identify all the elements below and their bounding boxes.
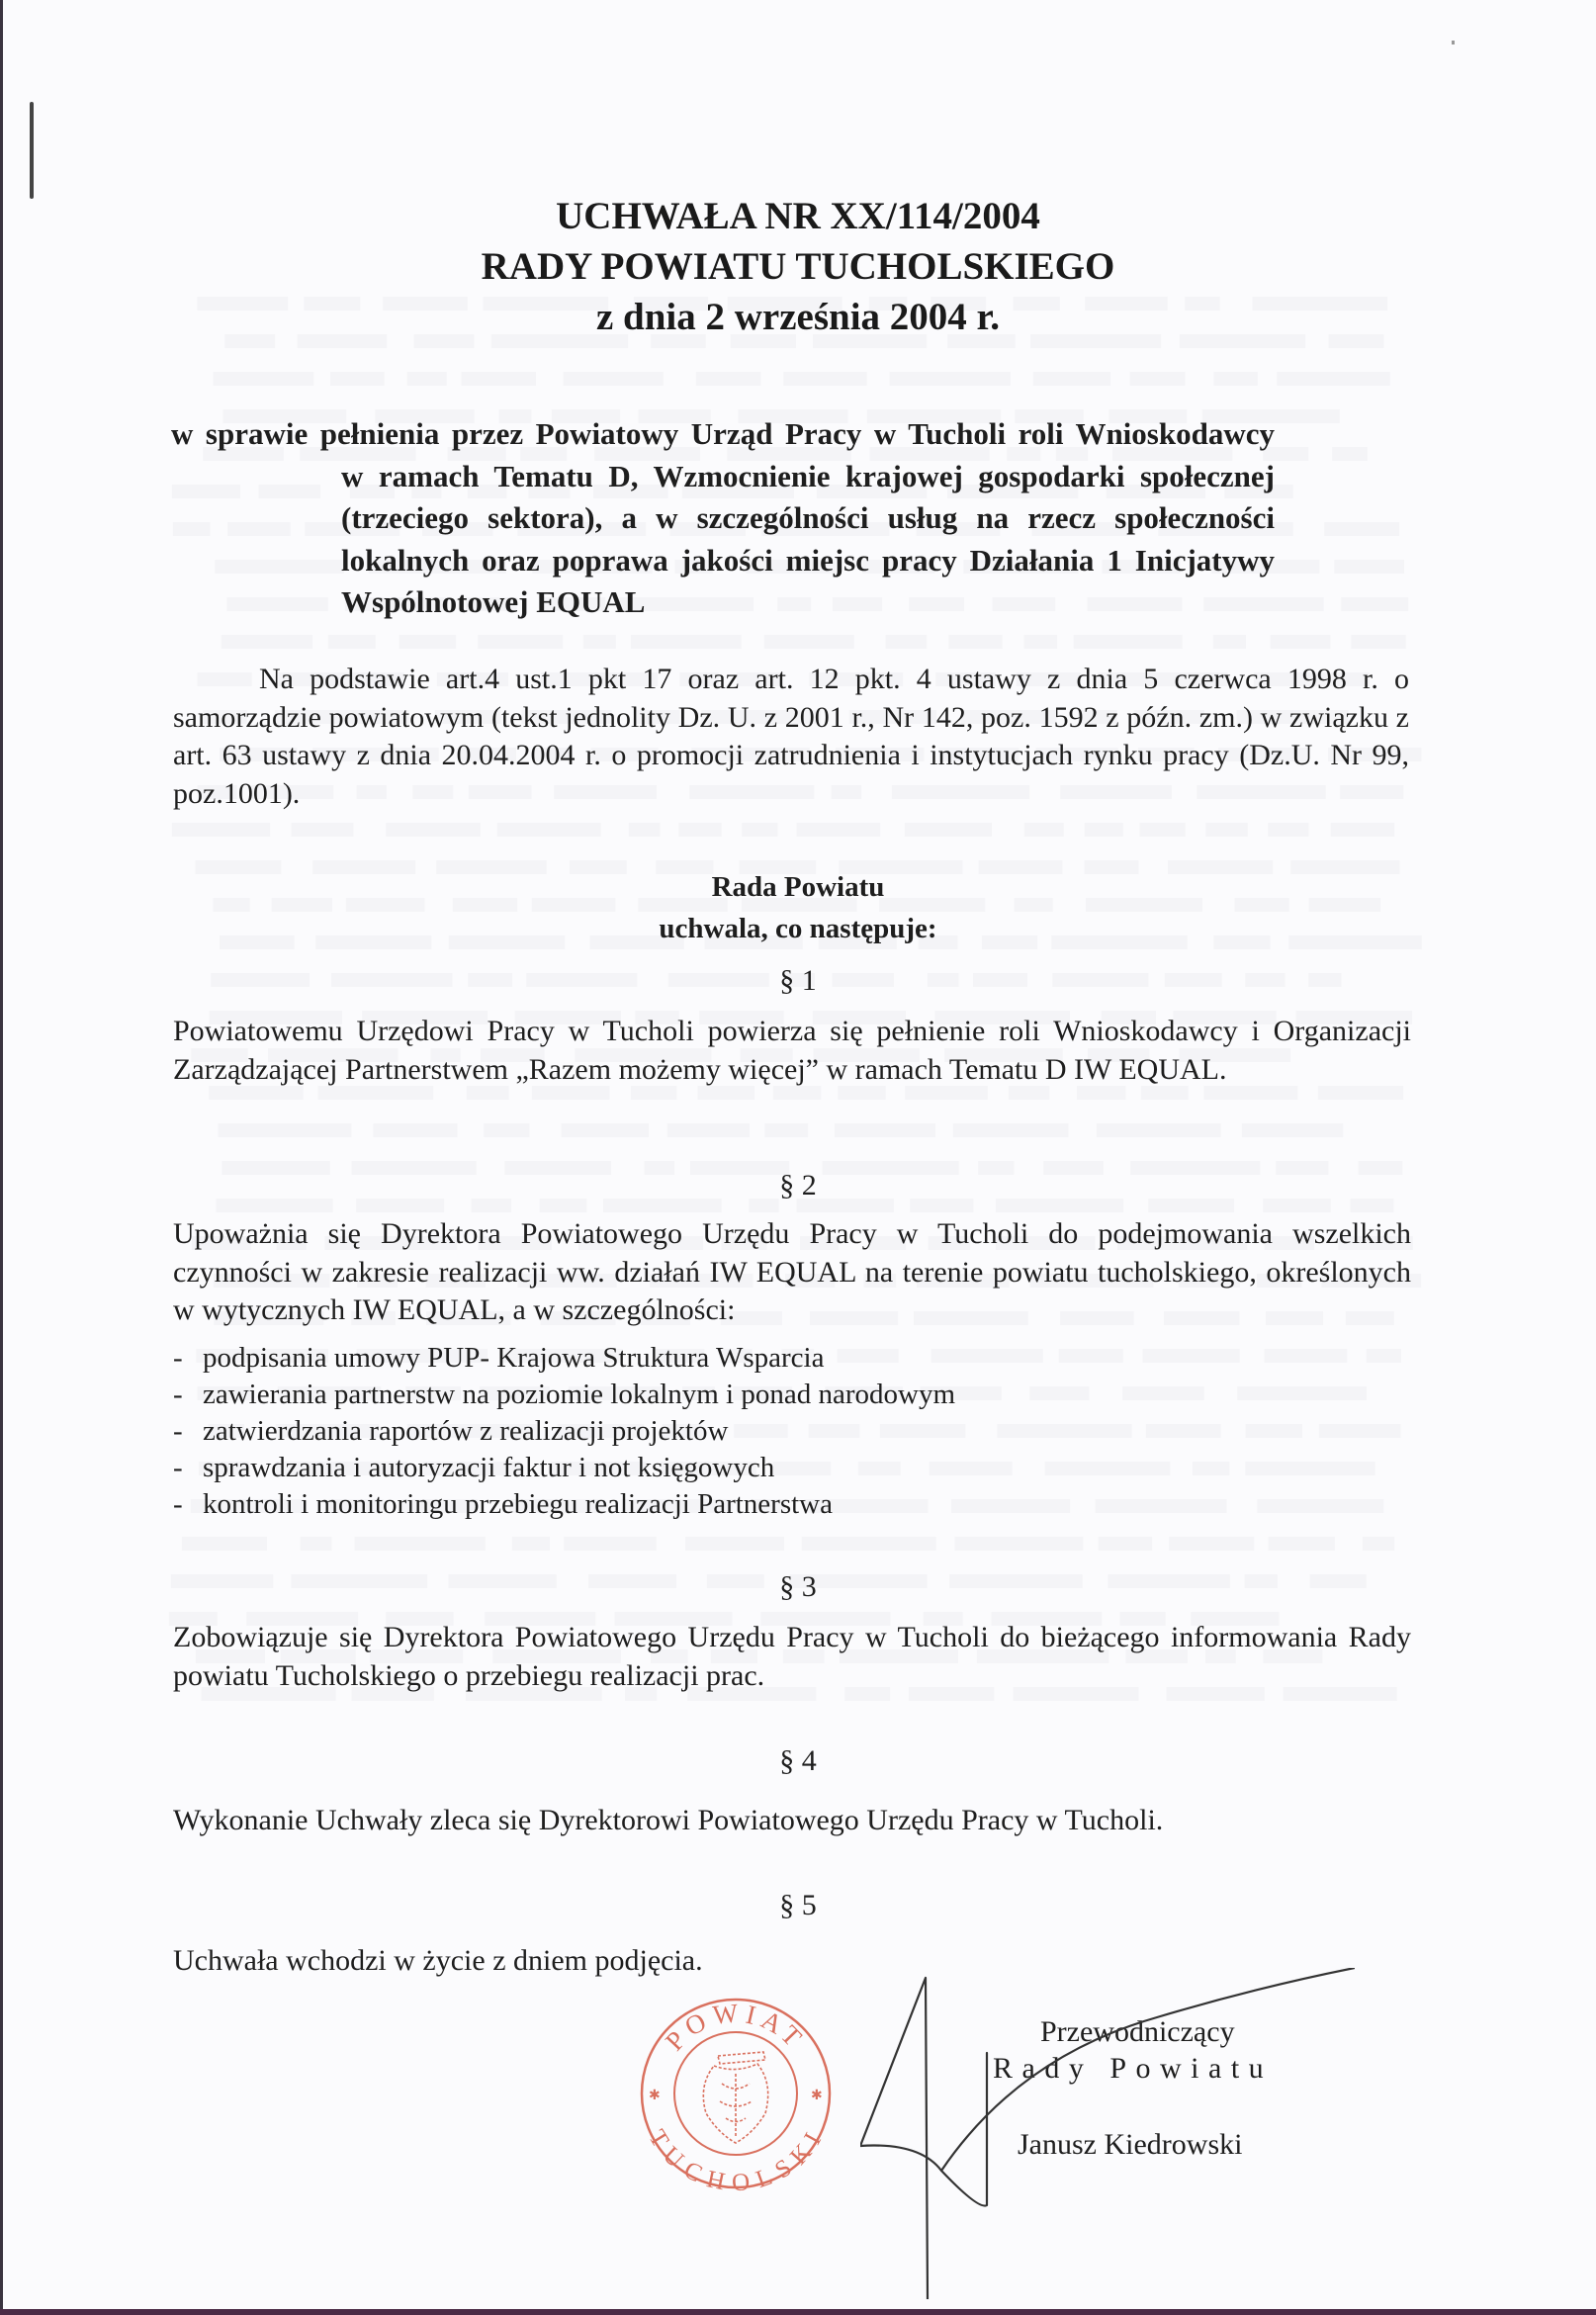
bleed-through-word	[1129, 372, 1185, 386]
scan-border-bottom	[0, 2309, 1596, 2315]
bleed-through-word	[1140, 823, 1186, 837]
signatory-name: Janusz Kiedrowski	[1018, 2128, 1243, 2161]
list-dash: -	[173, 1379, 183, 1410]
margin-mark	[30, 102, 34, 199]
bleed-through-word	[1363, 1537, 1394, 1551]
eagle-emblem-icon	[703, 2052, 767, 2143]
bleed-through-word	[172, 823, 270, 837]
bleed-through-word	[678, 823, 721, 837]
signature-role-line2: Rady Powiatu	[993, 2052, 1274, 2085]
bleed-through-word	[797, 823, 881, 837]
bleed-through-word	[399, 635, 457, 649]
subject-rest: w ramach Tematu D, Wzmocnienie krajowej gospodarki społecznej (trzeciego sektora), a w szczególności usług na rzecz społeczności lokalnych oraz poprawa jakości miejsc pracy Działania 1 Inicjatywy Wspólnotowej EQUAL	[341, 458, 1275, 619]
scan-speck	[1452, 41, 1455, 45]
bleed-through-word	[1277, 372, 1389, 386]
legal-basis: Na podstawie art.4 ust.1 pkt 17 oraz art. 12 pkt. 4 ustawy z dnia 5 czerwca 1998 r. o samorządzie powiatowym (tekst jednolity Dz. U. z 2001 r., Nr 142, poz. 1592 z późn. zm.) w związku z art. 63 ustawy z dnia 20.04.2004 r. o promocji zatrudnienia i instytucjach rynku pracy (Dz.U. Nr 99, poz.1001).	[173, 663, 1409, 810]
list-item-text: kontroli i monitoringu przebiegu realizacji Partnerstwa	[203, 1488, 833, 1520]
bleed-through-word	[386, 823, 481, 837]
title-line-date: z dnia 2 września 2004 r.	[595, 296, 1001, 338]
bleed-through-word	[886, 635, 928, 649]
bleed-through-word	[1205, 823, 1247, 837]
bleed-through-word	[835, 1123, 935, 1137]
bleed-through-word	[1085, 823, 1123, 837]
bleed-through-word	[484, 1123, 529, 1137]
stamp-star-icon: ✱	[649, 2089, 661, 2103]
section-1-text: Powiatowemu Urzędowi Pracy w Tucholi powierza się pełnienie roli Wnioskodawcy i Organizacji Zarządzającej Partnerstwem „Razem możemy więcej” w ramach Tematu D IW EQUAL.	[173, 1015, 1411, 1086]
bleed-through-word	[1341, 597, 1408, 611]
bleed-through-word	[182, 1537, 267, 1551]
signature-role-line1: Przewodniczący	[1040, 2015, 1235, 2048]
title-line-council: RADY POWIATU TUCHOLSKIEGO	[481, 245, 1115, 288]
bleed-through-word	[1268, 1537, 1334, 1551]
list-dash: -	[173, 1342, 183, 1374]
section-2-list	[173, 1340, 1360, 1523]
list-item-text: podpisania umowy PUP- Krajowa Struktura Wsparcia	[203, 1342, 825, 1374]
bleed-through-word	[583, 635, 616, 649]
list-dash: -	[173, 1488, 183, 1520]
bleed-through-word	[562, 1123, 649, 1137]
bleed-through-word	[462, 372, 536, 386]
bleed-through-word	[685, 1537, 784, 1551]
bleed-through-word	[1074, 635, 1183, 649]
list-item	[173, 1377, 1360, 1413]
handwritten-signature	[860, 1968, 1355, 2299]
bleed-through-word	[1268, 823, 1308, 837]
svg-text:POWIAT	[660, 1998, 812, 2056]
bleed-through-word	[1271, 635, 1331, 649]
enacting-body: Rada Powiatu	[711, 871, 885, 903]
document-title	[0, 191, 1596, 342]
bleed-through-word	[330, 372, 385, 386]
bleed-through-word	[1169, 1537, 1254, 1551]
stamp-bottom-text: TUCHOLSKI	[643, 2125, 829, 2192]
resolution-subject	[171, 413, 1275, 624]
bleed-through-word	[667, 1123, 750, 1137]
list-item-text: zawierania partnerstw na poziomie lokalnym i ponad narodowym	[203, 1379, 956, 1410]
section-2-text: Upoważnia się Dyrektora Powiatowego Urzędu Pracy w Tucholi do podejmowania wszelkich czynności w zakresie realizacji ww. działań IW EQUAL na terenie powiatu tucholskiego, określonych w wytycznych IW EQUAL, a w szczególności:	[173, 1217, 1411, 1326]
section-1-heading: § 1	[779, 964, 817, 997]
bleed-through-word	[696, 372, 761, 386]
bleed-through-word	[742, 823, 777, 837]
list-dash: -	[173, 1415, 183, 1447]
bleed-through-word	[214, 372, 314, 386]
bleed-through-word	[954, 1537, 1083, 1551]
bleed-through-word	[1331, 823, 1394, 837]
bleed-through-word	[218, 1123, 351, 1137]
bleed-through-word	[292, 823, 354, 837]
bleed-through-word	[1213, 372, 1258, 386]
bleed-through-word	[373, 1123, 457, 1137]
bleed-through-word	[1351, 635, 1405, 649]
list-item-text: zatwierdzania raportów z realizacji projektów	[203, 1415, 729, 1447]
bleed-through-word	[802, 1537, 936, 1551]
bleed-through-word	[328, 635, 376, 649]
bleed-through-word	[1332, 447, 1368, 461]
list-item	[173, 1450, 1360, 1486]
bleed-through-word	[1024, 823, 1064, 837]
section-4-heading: § 4	[779, 1744, 817, 1777]
bleed-through-word	[783, 372, 867, 386]
subject-first-line: w sprawie pełnienia przez Powiatowy Urząd Pracy w Tucholi roli Wnioskodawcy	[171, 416, 1275, 451]
section-3-heading: § 3	[779, 1570, 817, 1603]
bleed-through-word	[222, 635, 313, 649]
list-item	[173, 1486, 1360, 1523]
section-3-text: Zobowiązuje się Dyrektora Powiatowego Urzędu Pracy w Tucholi do bieżącego informowania Rady powiatu Tucholskiego o przebiegu realizacji prac.	[173, 1621, 1411, 1692]
bleed-through-word	[497, 823, 601, 837]
title-line-number: UCHWAŁA NR XX/114/2004	[556, 195, 1040, 237]
bleed-through-word	[1367, 1349, 1401, 1363]
section-4-text: Wykonanie Uchwały zleca się Dyrektorowi Powiatowego Urzędu Pracy w Tucholi.	[173, 1804, 1164, 1836]
bleed-through-word	[478, 635, 563, 649]
bleed-through-word	[1099, 1537, 1152, 1551]
section-2-heading: § 2	[779, 1169, 817, 1202]
bleed-through-word	[512, 1537, 550, 1551]
bleed-through-word	[564, 1537, 657, 1551]
bleed-through-word	[1242, 1123, 1343, 1137]
bleed-through-word	[953, 1123, 1069, 1137]
bleed-through-word	[631, 635, 742, 649]
bleed-through-word	[407, 372, 447, 386]
bleed-through-word	[905, 823, 992, 837]
bleed-through-word	[890, 372, 1011, 386]
section-5-text: Uchwała wchodzi w życie z dniem podjęcia.	[173, 1944, 703, 1977]
list-item	[173, 1340, 1360, 1377]
bleed-through-word	[1334, 560, 1404, 574]
bleed-through-word	[764, 1123, 808, 1137]
bleed-through-word	[1324, 522, 1399, 536]
scan-border-left	[0, 0, 3, 2315]
enacting-formula: uchwala, co następuje:	[659, 913, 937, 944]
bleed-through-word	[1097, 1123, 1221, 1137]
stamp-top-text: POWIAT	[659, 1997, 812, 2057]
bleed-through-word	[1213, 635, 1246, 649]
bleed-through-word	[948, 635, 1003, 649]
section-5-heading: § 5	[779, 1889, 817, 1921]
bleed-through-word	[1024, 635, 1058, 649]
bleed-through-word	[355, 1537, 486, 1551]
bleed-through-word	[1033, 372, 1110, 386]
list-dash: -	[173, 1452, 183, 1483]
bleed-through-word	[764, 635, 854, 649]
list-item-text: sprawdzania i autoryzacji faktur i not księgowych	[203, 1452, 775, 1483]
bleed-through-word	[564, 372, 664, 386]
bleed-through-word	[629, 823, 660, 837]
official-stamp	[637, 1995, 835, 2192]
list-item	[173, 1413, 1360, 1450]
bleed-through-word	[301, 1537, 332, 1551]
stamp-star-icon: ✱	[811, 2089, 823, 2103]
